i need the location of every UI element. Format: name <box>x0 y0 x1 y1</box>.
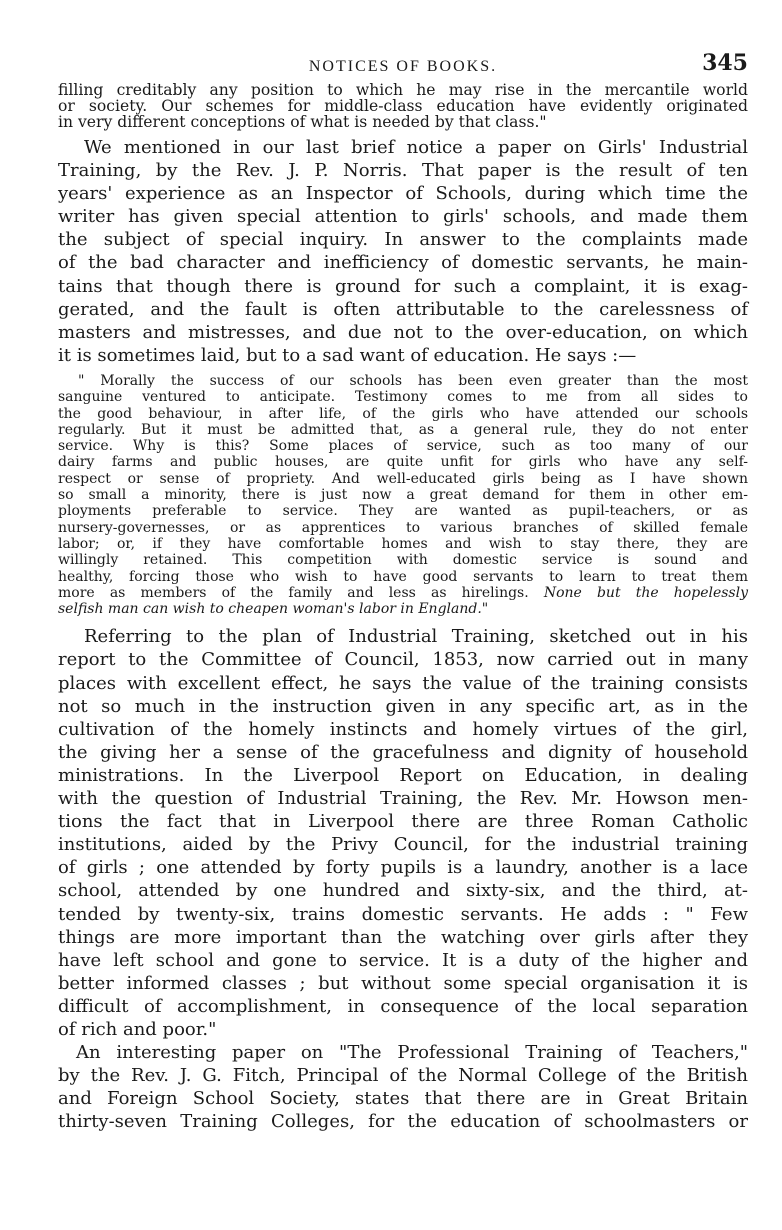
text-line: tended by twenty-six, trains domestic servants. He adds : " Few <box>58 903 748 925</box>
text-line: the giving her a sense of the gracefulness and dignity of household <box>58 741 748 763</box>
running-head <box>58 48 748 84</box>
book-page <box>58 48 748 1133</box>
text-line: Training, by the Rev. J. P. Norris. That paper is the result of ten <box>58 160 748 182</box>
block-quote <box>58 373 748 617</box>
text-line: cultivation of the homely instincts and homely virtues of the girl, <box>58 718 748 740</box>
quote-line-mixed <box>58 585 748 601</box>
quote-line: the good behaviour, in after life, of the girls who have attended our schools <box>58 405 748 422</box>
text-line: report to the Committee of Council, 1853, now carried out in many <box>58 649 748 671</box>
text-line: institutions, aided by the Privy Council, for the industrial training <box>58 834 748 856</box>
text-line: of girls ; one attended by forty pupils is a laundry, another is a lace <box>58 857 748 879</box>
text-line: of rich and poor." <box>58 1018 217 1040</box>
quote-line: sanguine ventured to anticipate. Testimony comes to me from all sides to <box>58 389 748 406</box>
quote-line: " Morally the success of our schools has been even greater than the most <box>78 372 748 389</box>
text-line: in very different conceptions of what is needed by that class." <box>58 113 547 131</box>
continuation-paragraph <box>58 82 748 130</box>
quote-line: so small a minority, there is just now a great demand for them in other em- <box>58 487 748 504</box>
text-line: have left school and gone to service. It is a duty of the higher and <box>58 949 748 971</box>
text-line: An interesting paper on "The Professional Training of Teachers," <box>76 1042 748 1064</box>
quote-close-mark: " <box>481 601 489 618</box>
text-line: it is sometimes laid, but to a sad want of education. He says :— <box>58 344 637 366</box>
quote-line: respect or sense of propriety. And well-educated girls being as I have shown <box>58 470 748 487</box>
paragraph-industrial-training <box>58 625 748 1041</box>
text-line: tions the fact that in Liverpool there are three Roman Catholic <box>58 811 748 833</box>
text-line: ministrations. In the Liverpool Report on Education, in dealing <box>58 764 748 786</box>
text-line: writer has given special attention to girls' schools, and made them <box>58 206 748 228</box>
page-number: 345 <box>702 50 748 76</box>
paragraph-norris <box>58 136 748 367</box>
quote-line: labor; or, if they have comfortable homes and wish to stay there, they are <box>58 535 748 552</box>
text-line: things are more important than the watching over girls after they <box>58 926 748 948</box>
text-line: of the bad character and inefficiency of domestic servants, he main- <box>58 252 748 274</box>
quote-line: ployments preferable to service. They are wanted as pupil-teachers, or as <box>58 503 748 520</box>
text-line: Referring to the plan of Industrial Training, sketched out in his <box>84 626 748 648</box>
quote-line: regularly. But it must be admitted that, as a general rule, they do not enter <box>58 421 748 438</box>
running-title: NOTICES OF BOOKS. <box>308 58 498 75</box>
quote-text: more as members of the family and less as hirelings. <box>58 584 544 601</box>
text-line: filling creditably any position to which he may rise in the mercantile world <box>58 81 748 99</box>
quote-line: dairy farms and public houses, are quite unfit for girls who have any self- <box>58 454 748 471</box>
text-line: gerated, and the fault is often attributable to the carelessness of <box>58 298 748 320</box>
quote-italic-text: selfish man can wish to cheapen woman's labor in England. <box>58 601 482 618</box>
text-line: years' experience as an Inspector of Schools, during which time the <box>58 183 748 205</box>
text-line: by the Rev. J. G. Fitch, Principal of the Normal College of the British <box>58 1065 748 1087</box>
text-line: with the question of Industrial Training, the Rev. Mr. Howson men- <box>58 788 748 810</box>
text-line: We mentioned in our last brief notice a paper on Girls' Industrial <box>84 137 748 158</box>
paragraph-fitch <box>58 1041 748 1133</box>
quote-italic-text: None but the hopelessly <box>543 584 748 601</box>
text-line: places with excellent effect, he says the value of the training consists <box>58 672 748 694</box>
text-line: thirty-seven Training Colleges, for the education of schoolmasters or <box>58 1111 748 1133</box>
text-line: school, attended by one hundred and sixty-six, and the third, at- <box>58 880 748 902</box>
text-line: masters and mistresses, and due not to the over-education, on which <box>58 321 748 343</box>
quote-line: willingly retained. This competition with domestic service is sound and <box>58 552 748 569</box>
quote-line: nursery-governesses, or as apprentices to various branches of skilled female <box>58 519 748 536</box>
text-line: or society. Our schemes for middle-class education have evidently originated <box>58 97 748 115</box>
text-line: and Foreign School Society, states that there are in Great Britain <box>58 1088 748 1110</box>
quote-line: healthy, forcing those who wish to have good servants to learn to treat them <box>58 568 748 585</box>
quote-line: service. Why is this? Some places of service, such as too many of our <box>58 438 748 455</box>
text-line: difficult of accomplishment, in consequence of the local separation <box>58 995 748 1017</box>
text-line: tains that though there is ground for such a complaint, it is exag- <box>58 275 748 297</box>
quote-line-final <box>58 601 748 617</box>
text-line: not so much in the instruction given in any specific art, as in the <box>58 695 748 717</box>
text-line: the subject of special inquiry. In answer to the complaints made <box>58 229 748 251</box>
text-line: better informed classes ; but without some special organisation it is <box>58 972 748 994</box>
